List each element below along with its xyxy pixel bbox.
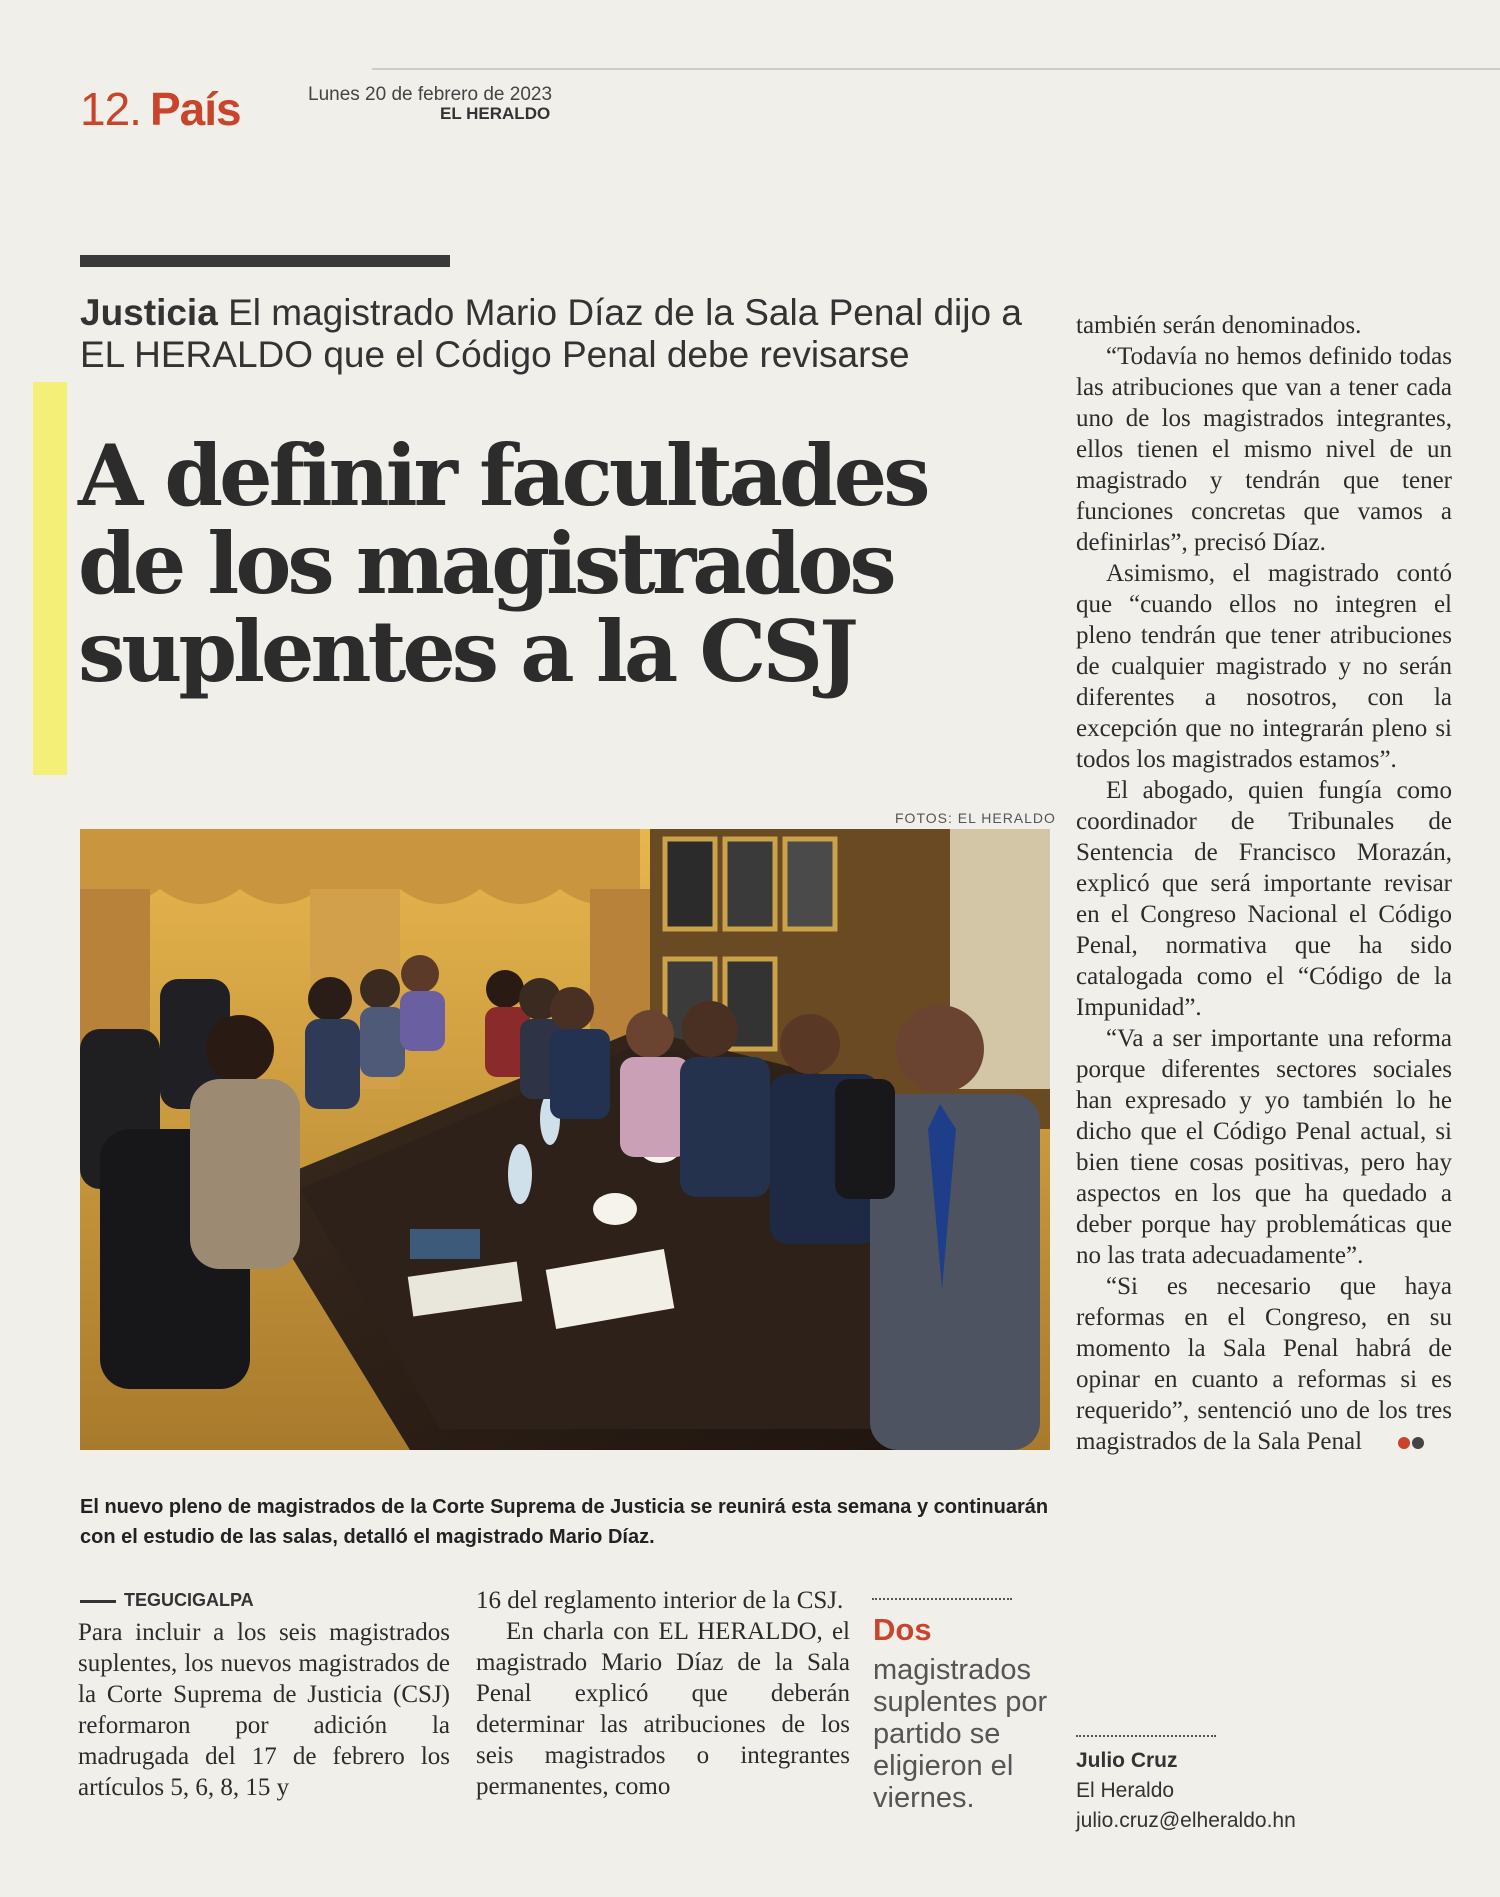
body-paragraph: Para incluir a los seis magistrados suplentes, los nuevos magistrados de la Corte Suprema de Justicia (CSJ) reformaron por adición la madrugada del 17 de febrero los artículos 5, 6, 8, 15 y <box>78 1619 450 1801</box>
end-mark-icon <box>1368 1426 1426 1457</box>
kicker <box>80 292 1050 376</box>
author-organization: El Heraldo <box>1076 1779 1175 1802</box>
dateline <box>80 1590 254 1611</box>
kicker-rule <box>80 255 450 267</box>
photo-illustration <box>80 829 1050 1450</box>
sidebar-text: magistrados suplentes por partido se eligieron el viernes. <box>873 1654 1048 1814</box>
author-rule <box>1076 1735 1216 1737</box>
body-paragraph: 16 del reglamento interior de la CSJ. <box>476 1587 844 1614</box>
photo-credit: FOTOS: EL HERALDO <box>895 810 1056 826</box>
headline-line: de los magistrados <box>78 514 893 613</box>
section-name: País <box>150 83 241 135</box>
dateline-city: TEGUCIGALPA <box>124 1590 254 1610</box>
page-number: 12. <box>80 83 141 135</box>
photo-caption: El nuevo pleno de magistrados de la Corte Suprema de Justicia se reunirá esta semana y continuarán con el estudio de las salas, detalló el magistrado Mario Díaz. <box>80 1496 1049 1548</box>
highlighter-mark <box>33 382 67 775</box>
body-paragraph: “Todavía no hemos definido todas las atribuciones que van a tener cada uno de los magistrados integrantes, ellos tienen el mismo nivel de un magistrado y tendrán que tener funciones concretas que vamos a definirlas”, precisó Díaz. <box>1076 343 1452 556</box>
body-paragraph: “Va a ser importante una reforma porque diferentes sectores sociales han expresado y yo también lo he dicho que el Código Penal actual, si bien tiene cosas positivas, pero hay aspectos en los que ha quedado a deber porque hay problemáticas que no las trata adecuadamente”. <box>1076 1025 1452 1269</box>
sidebar-rule <box>872 1598 1012 1600</box>
body-paragraph: también serán denominados. <box>1076 312 1362 339</box>
kicker-label: Justicia <box>80 292 218 333</box>
author-email[interactable]: julio.cruz@elheraldo.hn <box>1076 1809 1296 1832</box>
header-rule <box>372 68 1500 70</box>
sidebar-figure: Dos <box>873 1612 932 1647</box>
headline-line: A definir facultades <box>78 426 927 525</box>
headline-line: suplentes a la CSJ <box>78 602 855 701</box>
body-paragraph-last <box>1076 1271 1452 1457</box>
body-column-3 <box>1076 310 1452 1457</box>
closing-text: “Si es necesario que haya reformas en el Congreso, en su momento la Sala Penal habrá de opinar en cuanto a reformas si es requerido”, sentenció uno de los tres magistrados de la Sala Penal <box>1076 1273 1452 1455</box>
kicker-text: El magistrado Mario Díaz de la Sala Penal dijo a EL HERALDO que el Código Penal debe revisarse <box>80 292 1022 375</box>
newspaper-name: EL HERALDO <box>440 104 551 123</box>
headline <box>78 426 1068 701</box>
article-photo <box>80 829 1050 1450</box>
publication-date: Lunes 20 de febrero de 2023 <box>308 84 553 105</box>
author-name: Julio Cruz <box>1076 1749 1178 1772</box>
body-paragraph: En charla con EL HERALDO, el magistrado Mario Díaz de la Sala Penal explicó que deberán determinar las atribuciones de los seis magistrados o integrantes permanentes, como <box>476 1618 850 1800</box>
body-paragraph: Asimismo, el magistrado contó que “cuando ellos no integren el pleno tendrán que tener atribuciones de cualquier magistrado y no serán diferentes a nosotros, con la excepción que no integrarán pleno si todos los magistrados estamos”. <box>1076 560 1452 773</box>
dateline-dash <box>80 1600 116 1603</box>
body-column-2 <box>476 1585 850 1802</box>
body-column-1 <box>78 1617 450 1803</box>
body-paragraph: El abogado, quien fungía como coordinador de Tribunales de Sentencia de Francisco Morazán, explicó que será importante revisar en el Congreso Nacional el Código Penal, normativa que ha sido catalogada como el “Código de la Impunidad”. <box>1076 777 1452 1021</box>
